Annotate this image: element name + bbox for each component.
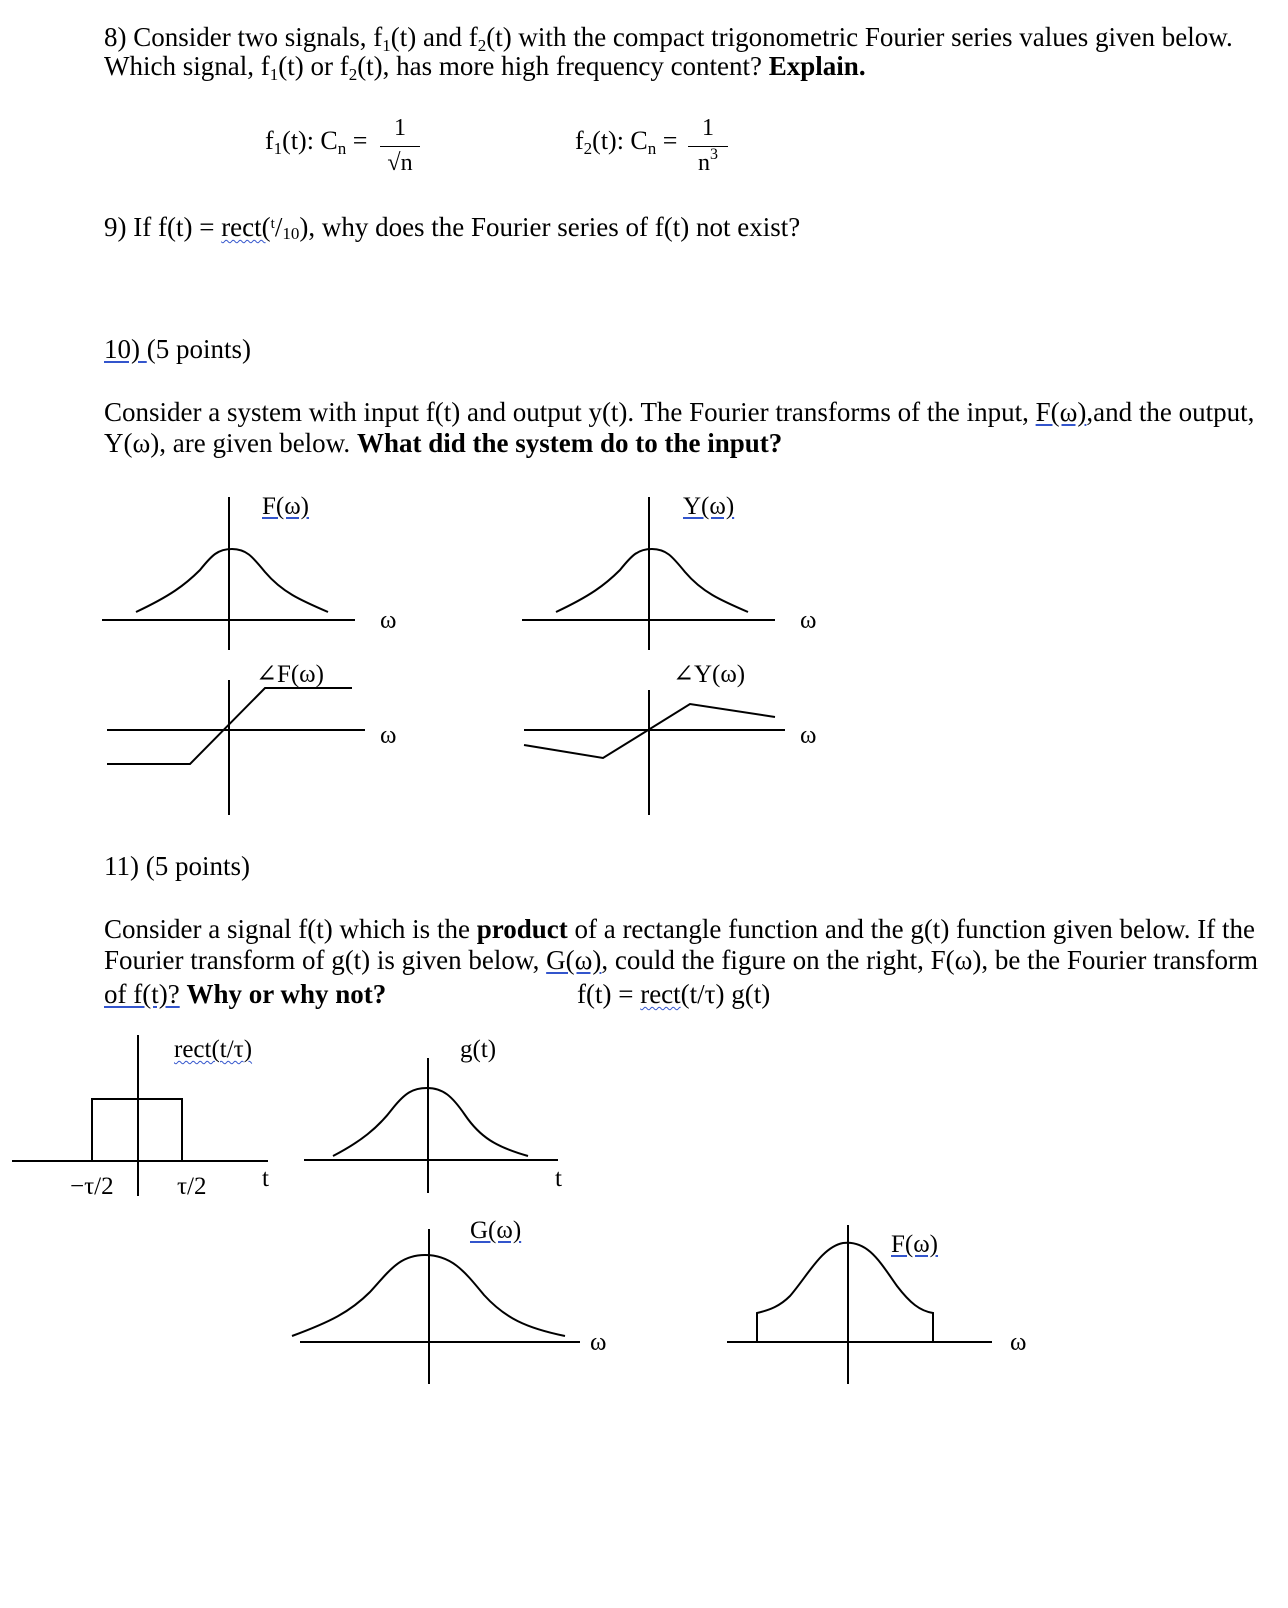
q11-G: G(ω) — [546, 945, 602, 975]
q11-line1-b: of a rectangle function and the g(t) function given below. If the — [567, 914, 1255, 944]
F-mag-omega: ω — [380, 607, 397, 634]
f2-rest: (t): C — [592, 126, 648, 155]
f1-sub: 1 — [273, 139, 283, 158]
f1-denominator: √n — [387, 150, 413, 176]
F11-label: F(ω) — [891, 1231, 939, 1258]
Y-mag-omega: ω — [800, 607, 817, 634]
rect-label: rect(t/τ) — [174, 1036, 253, 1063]
F-mag-label: F(ω) — [262, 493, 310, 520]
q11-formula-a: f(t) = — [577, 979, 641, 1009]
Y-phase-omega: ω — [800, 722, 817, 749]
q11-line3 — [104, 981, 386, 1008]
q11-line3-a: of f(t)? — [104, 979, 180, 1009]
q8-sub-2: 2 — [477, 36, 487, 55]
minus-tau-label: −τ/2 — [70, 1173, 114, 1200]
q9-prefix: 9) If f(t) = — [104, 212, 222, 242]
f1-numerator: 1 — [394, 115, 406, 141]
plus-tau-label: τ/2 — [177, 1173, 207, 1200]
q9-suffix: ), why does the Fourier series of f(t) not exist? — [299, 212, 801, 242]
q10-line1-a: Consider a system with input f(t) and output y(t). The Fourier transforms of the input, — [104, 397, 1036, 427]
f1-f: f — [265, 126, 274, 155]
q10-F: F(ω) — [1035, 397, 1087, 427]
q9-rect: rect( — [221, 212, 271, 242]
q9-slash: / — [274, 212, 283, 242]
q10-points: (5 points) — [146, 334, 251, 364]
f2-n: n — [647, 139, 657, 158]
f2-sub: 2 — [583, 139, 593, 158]
g-label: g(t) — [460, 1036, 497, 1063]
q9-ten: 10 — [282, 224, 300, 243]
F-mag-curve — [136, 549, 328, 612]
q8-sub-1: 1 — [382, 36, 391, 55]
q11-product: product — [476, 914, 568, 944]
q11-line1 — [104, 916, 1255, 943]
q8-text-a: 8) Consider two signals, f — [104, 22, 383, 52]
F-phase-label: ∠F(ω) — [256, 661, 324, 688]
f2-denominator-base: n — [698, 150, 710, 176]
F11-omega: ω — [1010, 1329, 1027, 1356]
f2-eq: = — [662, 126, 678, 155]
q10-question: What did the system do to the input? — [356, 428, 783, 458]
f2-denominator-exp: 3 — [710, 146, 718, 163]
g-curve — [333, 1088, 528, 1156]
G-label: G(ω) — [470, 1217, 522, 1244]
Y-phase-label: ∠Y(ω) — [673, 661, 746, 688]
q8-line2-b: (t) or f — [278, 51, 349, 81]
q9-t: t — [270, 216, 275, 232]
q8-text-b: (t) and f — [390, 22, 478, 52]
f2-f: f — [575, 126, 584, 155]
q10-line2-a: Y(ω), are given below. — [104, 428, 357, 458]
g-t-label: t — [555, 1165, 562, 1192]
q8-explain: Explain. — [768, 51, 866, 81]
f2-numerator: 1 — [702, 115, 714, 141]
q11-formula-b: (t/τ) g(t) — [680, 979, 771, 1009]
F-phase-omega: ω — [380, 722, 397, 749]
q11-line2-a: Fourier transform of g(t) is given below, — [104, 945, 547, 975]
q8-line2-a: Which signal, f — [104, 51, 270, 81]
rect-t-label: t — [262, 1165, 269, 1192]
f1-n: n — [337, 139, 347, 158]
q11-formula — [577, 981, 770, 1008]
q11-why: Why or why not? — [186, 979, 387, 1009]
q8-line2-c: (t), has more high frequency content? — [357, 51, 763, 81]
q11-line2-b: , could the figure on the right, F(ω), be the Fourier transform — [601, 945, 1259, 975]
Y-mag-curve — [556, 549, 748, 612]
q11-line2 — [104, 947, 1258, 974]
q10-number: 10) — [104, 334, 147, 364]
G-omega: ω — [590, 1329, 607, 1356]
q8-line2-sub2: 2 — [348, 65, 358, 84]
q11-formula-rect: rect — [640, 979, 681, 1009]
Y-mag-label: Y(ω) — [683, 493, 735, 520]
q8-text-c: (t) with the compact trigonometric Fourier series values given below. — [486, 22, 1233, 52]
f1-rest: (t): C — [282, 126, 338, 155]
f1-eq: = — [352, 126, 368, 155]
q10-line1-b: ,and the output, — [1086, 397, 1255, 427]
q11-line1-a: Consider a signal f(t) which is the — [104, 914, 477, 944]
q11-heading: 11) (5 points) — [104, 851, 250, 881]
q8-line2-sub1: 1 — [269, 65, 279, 84]
